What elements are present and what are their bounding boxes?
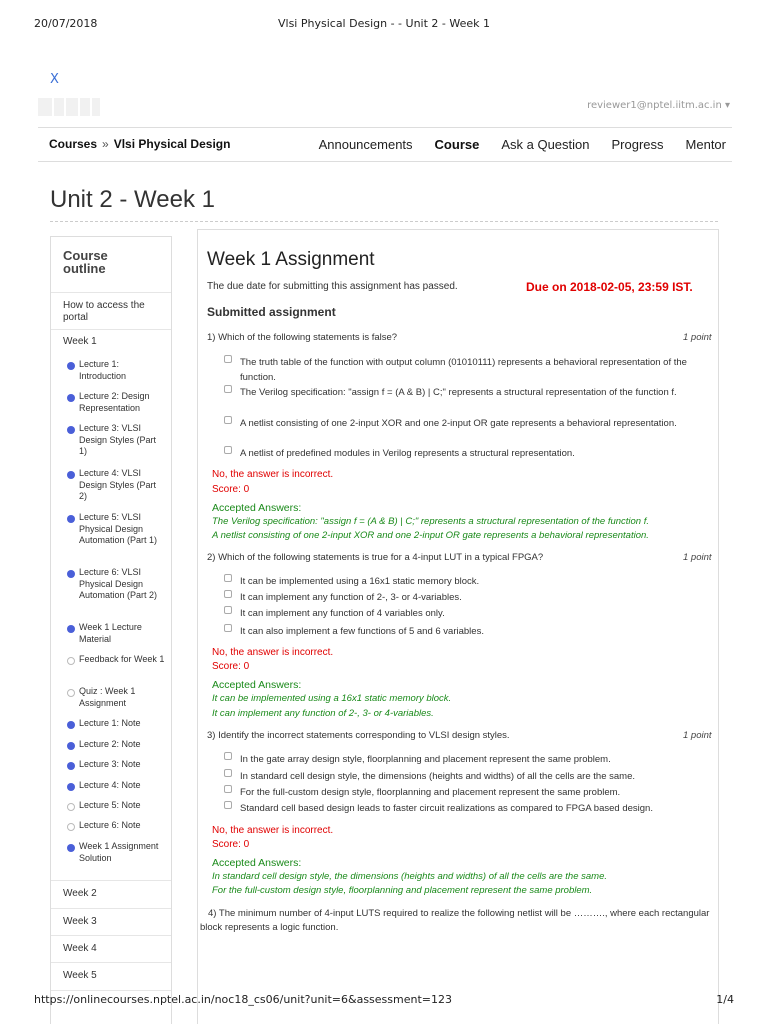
option-label: A netlist consisting of one 2-input XOR and one 2-input OR gate represents a behavioral representation. — [240, 418, 677, 429]
status-dot-icon — [67, 844, 75, 852]
course-outline-title: Course outline — [63, 248, 108, 276]
status-dot-icon — [67, 570, 75, 578]
breadcrumb-courses[interactable]: Courses — [49, 137, 98, 151]
question-2: 2) Which of the following statements is true for a 4-input LUT in a typical FPGA? — [207, 552, 544, 563]
accepted-answers-label: Accepted Answers: — [212, 679, 302, 691]
lecture-label: Lecture 4: Note — [79, 780, 141, 790]
question-2-points: 1 point — [683, 552, 712, 563]
due-notice: The due date for submitting this assignment has passed. — [207, 281, 458, 292]
accepted-answers-label: Accepted Answers: — [212, 502, 302, 514]
breadcrumb-course[interactable]: Vlsi Physical Design — [113, 137, 231, 151]
lecture-label: Week 1 Assignment Solution — [79, 841, 159, 863]
user-menu[interactable]: reviewer1@nptel.iitm.ac.in ▾ — [587, 100, 730, 111]
checkbox-icon — [224, 624, 232, 632]
nav-mentor[interactable]: Mentor — [685, 137, 726, 152]
option-label: In standard cell design style, the dimensions (heights and widths) of all the cells are the same. — [240, 771, 635, 782]
option-label: In the gate array design style, floorplanning and placement represent the same problem. — [240, 754, 611, 765]
lecture-label: Lecture 6: Note — [79, 820, 141, 830]
nav-announcements[interactable]: Announcements — [318, 137, 413, 152]
sidebar-divider — [51, 990, 171, 991]
assignment-title: Week 1 Assignment — [207, 249, 375, 270]
score: Score: 0 — [212, 839, 250, 850]
sidebar-item-week-5[interactable] — [51, 962, 171, 990]
assignment-panel — [197, 229, 719, 1024]
sidebar-item-week-4[interactable] — [51, 935, 171, 962]
accepted-answers-label: Accepted Answers: — [212, 857, 302, 869]
option-label: It can be implemented using a 16x1 static memory block. — [240, 576, 480, 587]
lecture-label: Lecture 3: VLSI Design Styles (Part 1) — [79, 423, 157, 456]
lecture-label: Lecture 2: Design Representation — [79, 391, 150, 413]
top-navbar — [38, 127, 732, 162]
nav-progress[interactable]: Progress — [611, 137, 664, 152]
title-divider — [50, 221, 718, 222]
lecture-label: Lecture 2: Note — [79, 739, 141, 749]
question-3-points: 1 point — [683, 730, 712, 741]
nav-links — [297, 137, 726, 152]
option-label: A netlist of predefined modules in Verilog represents a structural representation. — [240, 448, 575, 459]
sidebar-item-label: Week 2 — [63, 888, 97, 899]
sidebar-item-label: Week 5 — [63, 970, 97, 981]
submitted-heading: Submitted assignment — [207, 305, 336, 319]
accepted-answer: For the full-custom design style, floorplanning and placement represent the same problem. — [212, 885, 593, 896]
lecture-label: Week 1 Lecture Material — [79, 622, 142, 644]
option-label: It can implement any function of 2-, 3- or 4-variables. — [240, 592, 462, 603]
status-dot-icon — [67, 721, 75, 729]
checkbox-icon — [224, 355, 232, 363]
result-incorrect: No, the answer is incorrect. — [212, 825, 334, 836]
question-3: 3) Identify the incorrect statements corresponding to VLSI design styles. — [207, 730, 510, 741]
sidebar-item-week-1[interactable] — [51, 329, 171, 353]
status-dot-icon — [67, 515, 75, 523]
accepted-answer: In standard cell design style, the dimensions (heights and widths) of all the cells are the same. — [212, 871, 607, 882]
option-label: It can implement any function of 4 variables only. — [240, 608, 445, 619]
lecture-label: Quiz : Week 1 Assignment — [79, 686, 136, 708]
sidebar-item-week-3[interactable] — [51, 908, 171, 935]
sidebar-item-label: Week 1 — [63, 336, 97, 347]
status-dot-icon — [67, 394, 75, 402]
print-header — [0, 17, 768, 31]
lecture-label: Lecture 4: VLSI Design Styles (Part 2) — [79, 468, 157, 501]
checkbox-icon — [224, 769, 232, 777]
status-dot-icon — [67, 625, 75, 633]
sidebar-item-week-2[interactable] — [51, 880, 171, 908]
accepted-answer: It can be implemented using a 16x1 static memory block. — [212, 693, 452, 704]
print-date: 20/07/2018 — [34, 17, 98, 30]
sidebar-item-how-to[interactable] — [51, 292, 171, 332]
question-1-points: 1 point — [683, 332, 712, 343]
status-dot-icon — [67, 783, 75, 791]
checkbox-icon — [224, 801, 232, 809]
option-label: The Verilog specification: "assign f = (A & B) | C;" represents a structural representation of the function f. — [240, 387, 677, 398]
status-dot-icon — [67, 742, 75, 750]
page-title: Unit 2 - Week 1 — [50, 186, 215, 213]
option-label: Standard cell based design leads to faster circuit realizations as compared to FPGA based design. — [240, 803, 653, 814]
accepted-answer: The Verilog specification: "assign f = (A & B) | C;" represents a structural representation of the function f. — [212, 516, 650, 527]
status-dot-icon — [67, 362, 75, 370]
lecture-label: Lecture 6: VLSI Physical Design Automation (Part 2) — [79, 567, 158, 600]
checkbox-icon — [224, 574, 232, 582]
score: Score: 0 — [212, 484, 250, 495]
page-number: 1/4 — [716, 993, 734, 1006]
checkbox-icon — [224, 606, 232, 614]
status-dot-icon — [67, 689, 75, 697]
lecture-label: Lecture 5: VLSI Physical Design Automation (Part 1) — [79, 512, 158, 545]
lecture-label: Lecture 3: Note — [79, 759, 141, 769]
breadcrumb-separator: » — [102, 137, 109, 151]
due-date: Due on 2018-02-05, 23:59 IST. — [526, 280, 693, 294]
accepted-answer: A netlist consisting of one 2-input XOR and one 2-input OR gate represents a behavioral representation. — [212, 530, 649, 541]
option-label: It can also implement a few functions of 5 and 6 variables. — [240, 626, 484, 637]
status-dot-icon — [67, 762, 75, 770]
score: Score: 0 — [212, 661, 250, 672]
print-url: https://onlinecourses.nptel.ac.in/noc18_cs06/unit?unit=6&assessment=123 — [34, 993, 452, 1006]
status-dot-icon — [67, 657, 75, 665]
checkbox-icon — [224, 416, 232, 424]
lecture-label: Lecture 1: Note — [79, 718, 141, 728]
print-title: Vlsi Physical Design - - Unit 2 - Week 1 — [278, 17, 490, 30]
sidebar-item-label: How to access the portal — [63, 300, 145, 323]
sidebar-item-label: Week 3 — [63, 916, 97, 927]
result-incorrect: No, the answer is incorrect. — [212, 647, 334, 658]
option-label: For the full-custom design style, floorplanning and placement represent the same problem. — [240, 787, 621, 798]
status-dot-icon — [67, 823, 75, 831]
question-1: 1) Which of the following statements is false? — [207, 332, 398, 343]
checkbox-icon — [224, 752, 232, 760]
nav-course[interactable]: Course — [434, 137, 480, 152]
status-dot-icon — [67, 803, 75, 811]
course-outline-sidebar — [50, 236, 172, 1024]
nav-ask-question[interactable]: Ask a Question — [501, 137, 590, 152]
breadcrumb — [49, 137, 230, 151]
lecture-label: Lecture 5: Note — [79, 800, 141, 810]
accepted-answer: It can implement any function of 2-, 3- or 4-variables. — [212, 708, 434, 719]
sidebar-item-label: Week 4 — [63, 943, 97, 954]
lecture-label: Lecture 1: Introduction — [79, 359, 127, 381]
result-incorrect: No, the answer is incorrect. — [212, 469, 334, 480]
status-dot-icon — [67, 426, 75, 434]
status-dot-icon — [67, 471, 75, 479]
option-label: The truth table of the function with output column (01010111) represents a behavioral representation of the function. — [240, 357, 687, 383]
checkbox-icon — [224, 590, 232, 598]
question-4: 4) The minimum number of 4-input LUTS required to realize the following netlist will be ………., where each rectangular block represents a logic function. — [200, 908, 710, 933]
checkbox-icon — [224, 385, 232, 393]
checkbox-icon — [224, 446, 232, 454]
logo — [38, 98, 110, 120]
close-button[interactable]: X — [50, 72, 59, 87]
checkbox-icon — [224, 785, 232, 793]
lecture-label: Feedback for Week 1 — [79, 654, 165, 664]
